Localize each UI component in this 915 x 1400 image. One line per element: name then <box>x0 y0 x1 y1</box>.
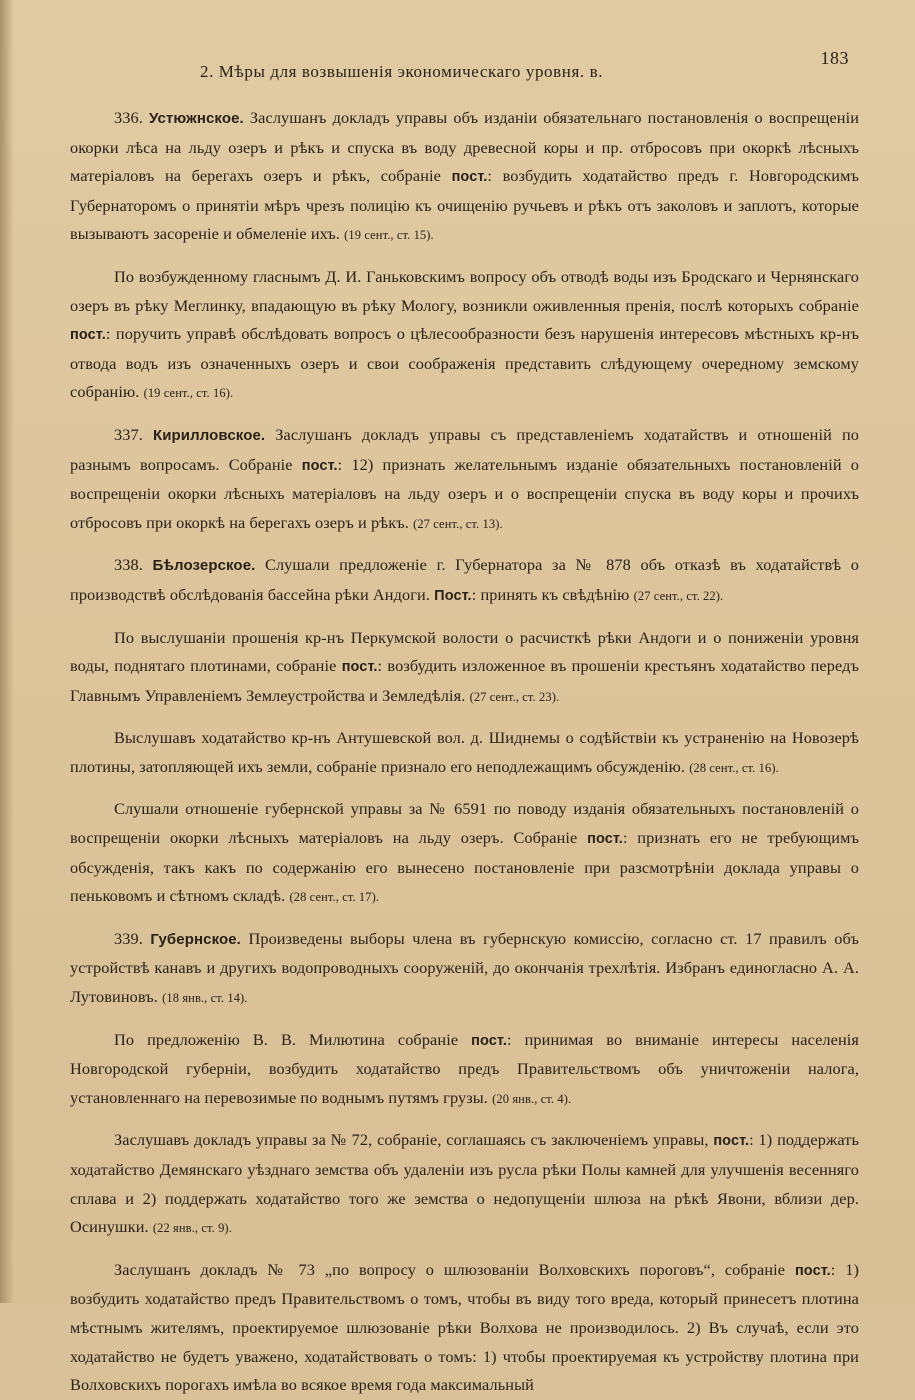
paragraph-336 <box>70 104 859 250</box>
paragraph <box>70 795 859 911</box>
session-reference: (20 янв., ст. 4). <box>492 1091 572 1106</box>
session-reference: (18 янв., ст. 14). <box>162 991 248 1006</box>
paragraph <box>70 263 859 408</box>
paragraph-text: Заслушанъ докладъ управы съ представленіемъ ходатайствъ и отношеній по разнымъ вопросамъ. Собраніе <box>70 424 859 474</box>
zemstvo-name: Губернское. <box>150 930 241 948</box>
session-reference: (28 сент., ст. 16). <box>689 760 779 775</box>
session-reference: (27 сент., ст. 13). <box>413 516 503 531</box>
session-reference: (28 сент., ст. 17). <box>289 890 380 905</box>
paragraph <box>70 1026 859 1114</box>
resolution-marker: пост. <box>713 1133 750 1150</box>
item-number: 339. <box>114 928 143 948</box>
session-reference: (27 сент., ст. 23). <box>469 689 560 704</box>
paragraph-text: : возбудить изложенное въ прошеніи крестьянъ ходатайство передъ Главнымъ Управленіемъ Землеустройства и Земледѣлія. <box>70 656 859 705</box>
resolution-marker: пост. <box>70 327 106 344</box>
item-number: 338. <box>114 555 143 575</box>
paragraph-text: : принимая во вниманіе интересы населенія Новгородской губерніи, возбудить ходатайство предъ Правительствомъ объ уничтоженіи налога, установленнаго на перевозимые по воднымъ путямъ грузы. <box>70 1029 859 1107</box>
paragraph-text: : 1) поддержать ходатайство Демянскаго уѣзднаго земства объ удаленіи изъ русла рѣки Полы камней для улучшенія весенняго сплава и 2) поддержать ходатайство того же земства о недопущеніи шлюза на рѣкѣ Явони, вблизи дер. Осинушки. <box>70 1130 859 1237</box>
paragraph-text: По возбужденному гласнымъ Д. И. Ганьковскимъ вопросу объ отводѣ воды изъ Бродскаго и Чернянскаго озеръ въ рѣку Меглинку, впадающую въ рѣку Мологу, возникли оживленныя пренія, послѣ которыхъ собраніе <box>70 266 859 315</box>
paragraph-text: По выслушаніи прошенія кр-нъ Перкумской волости о расчисткѣ рѣки Андоги и о пониженіи уровня воды, поднятаго плотинами, собраніе <box>70 627 859 676</box>
paragraph-text: Слушали отношеніе губернской управы за № 6591 по поводу изданія обязательныхъ постановленій о воспрещеніи окорки лѣсныхъ матеріаловъ на льду озеръ. Собраніе <box>70 799 859 848</box>
session-reference: (27 сент., ст. 22). <box>633 588 724 603</box>
resolution-marker: пост. <box>587 831 623 848</box>
paragraph <box>70 1256 859 1400</box>
paragraph-text: По предложенію В. В. Милютина собраніе <box>114 1029 459 1049</box>
zemstvo-name: Кирилловское. <box>152 426 266 444</box>
resolution-marker: пост. <box>471 1032 507 1049</box>
page-header <box>70 48 859 88</box>
paragraph-text: Заслушанъ докладъ управы объ изданіи обязательнаго постановленія о воспрещеніи окорки лѣса на льду озеръ и рѣкъ и спуска въ воду древесной коры и пр. отбросовъ при окоркѣ лѣсныхъ матеріаловъ на берегахъ озеръ и рѣкъ, собраніе <box>70 108 860 186</box>
paragraph-337 <box>70 421 859 538</box>
body-text <box>70 104 859 1400</box>
paragraph-text: Произведены выборы члена въ губернскую комиссію, согласно ст. 17 правилъ объ устройствѣ канавъ и другихъ водопроводныхъ сооруженій, до окончанія трехлѣтія. Избранъ единогласно А. А. Лутовиновъ. <box>70 928 860 1007</box>
paragraph-text: : 1) возбудить ходатайство предъ Правительствомъ о томъ, чтобы въ виду того вреда, который принесетъ плотина мѣстнымъ жителямъ, проектируемое шлюзованіе рѣки Волхова не производилось. 2) Въ случаѣ, если это ходатайство не будетъ уважено, ходатайствовать о томъ: 1) чтобы проектируемая къ устройству плотина при Волховскихъ порогахъ имѣла во всякое время года максимальный <box>70 1259 860 1395</box>
resolution-marker: Пост. <box>434 587 472 604</box>
paragraph-text: Выслушавъ ходатайство кр-нъ Антушевской вол. д. Шиднемы о содѣйствіи къ устраненію на Новозерѣ плотины, затопляющей ихъ земли, собраніе признало его неподлежащимъ обсужденію. <box>70 728 859 776</box>
zemstvo-name: Устюжнское. <box>149 110 244 127</box>
resolution-marker: пост. <box>301 457 338 474</box>
resolution-marker: пост. <box>341 659 378 676</box>
session-reference: (22 янв., ст. 9). <box>152 1221 232 1236</box>
running-title: 2. Мѣры для возвышенія экономическаго уровня. в. <box>200 62 604 81</box>
paragraph-text: : принять къ свѣдѣнію <box>471 584 630 604</box>
paragraph <box>70 1126 859 1242</box>
paragraph <box>70 724 859 782</box>
paragraph-text: Заслушавъ докладъ управы за № 72, собраніе, соглашаясь съ заключеніемъ управы, <box>114 1130 709 1150</box>
paragraph-text: Заслушанъ докладъ № 73 „по вопросу о шлюзованіи Волховскихъ пороговъ“, собраніе <box>114 1259 786 1279</box>
session-reference: (19 сент., ст. 16). <box>143 386 234 401</box>
paragraph-text: : поручить управѣ обслѣдовать вопросъ о цѣлесообразности безъ нарушенія интересовъ мѣстныхъ кр-нъ отвода водъ изъ означенныхъ озеръ и свои соображенія представить слѣдующему очередному земскому собранію. <box>70 324 859 402</box>
item-number: 337. <box>114 424 143 444</box>
session-reference: (19 сент., ст. 15). <box>344 228 434 243</box>
item-number: 336. <box>114 108 143 127</box>
paragraph <box>70 624 859 712</box>
page-number: 183 <box>820 48 849 68</box>
paragraph-text: Слушали предложеніе г. Губернатора за № 878 объ отказѣ въ ходатайствѣ о производствѣ обслѣдованія бассейна рѣки Андоги. <box>70 555 859 604</box>
resolution-marker: пост. <box>794 1262 831 1279</box>
paragraph-text: : 12) признать желательнымъ изданіе обязательныхъ постановленій о воспрещеніи окорки лѣсныхъ матеріаловъ на льду озеръ и о воспрещеніи спуска въ воду коры и прочихъ отбросовъ при окоркѣ на берегахъ озеръ и рѣкъ. <box>70 454 860 532</box>
paragraph-339 <box>70 925 859 1013</box>
paragraph-text: : возбудить ходатайство предъ г. Новгородскимъ Губернаторомъ о принятіи мѣръ чрезъ полицію къ очищенію ручьевъ и рѣкъ отъ заколовъ и заплотъ, которые вызываютъ засореніе и обмеленіе ихъ. <box>70 166 859 244</box>
zemstvo-name: Бѣлозерское. <box>152 557 256 575</box>
paragraph-text: : признать его не требующимъ обсужденія, такъ какъ по содержанію его вынесено постановленіе при разсмотрѣніи доклада управы о пеньковомъ и сѣтномъ складѣ. <box>70 828 859 906</box>
resolution-marker: пост. <box>451 169 488 186</box>
paragraph-338 <box>70 551 859 610</box>
